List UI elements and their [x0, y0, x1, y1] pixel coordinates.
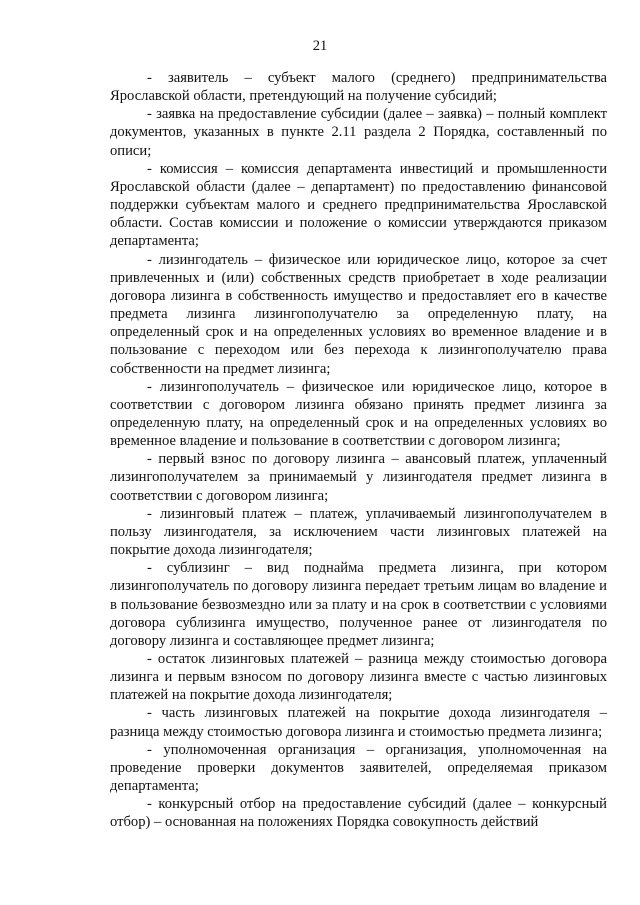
- definition-lessee: - лизингополучатель – физическое или юридическое лицо, которое в соответствии с договором лизинга обязано принять предмет лизинга за определенную плату, на определенный срок и на определенных условиях во временное владение и пользование в соответствии с договором лизинга;: [110, 378, 607, 450]
- definition-remaining-payments: - остаток лизинговых платежей – разница между стоимостью договора лизинга и первым взносом по договору лизинга вместе с частью лизинговых платежей на покрытие дохода лизингодателя;: [110, 651, 607, 704]
- definition-competitive-selection: - конкурсный отбор на предоставление субсидий (далее – конкурсный отбор) – основанная на положениях Порядка совокупность действий: [110, 796, 607, 831]
- definition-applicant: - заявитель – субъект малого (среднего) предпринимательства Ярославской области, претендующий на получение субсидий;: [110, 70, 607, 105]
- definition-commission: - комиссия – комиссия департамента инвестиций и промышленности Ярославской области (далее – департамент) по предоставлению финансовой поддержки субъектам малого и среднего предпринимательства Ярославской области. Состав комиссии и положение о комиссии утверждаются приказом департамента;: [110, 160, 607, 250]
- definition-authorized-organization: - уполномоченная организация – организация, уполномоченная на проведение проверки документов заявителей, определяемая приказом департамента;: [110, 741, 607, 795]
- document-body: [110, 69, 607, 832]
- definition-lease-payment: - лизинговый платеж – платеж, уплачиваемый лизингополучателем в пользу лизингодателя, за исключением части лизинговых платежей на покрытие дохода лизингодателя;: [110, 505, 607, 559]
- definition-first-payment: - первый взнос по договору лизинга – авансовый платеж, уплаченный лизингополучателем за принимаемый у лизингодателя предмет лизинга в соответствии с договором лизинга;: [110, 451, 607, 504]
- definition-application: - заявка на предоставление субсидии (далее – заявка) – полный комплект документов, указанных в пункте 2.11 раздела 2 Порядка, составленный по описи;: [110, 106, 607, 159]
- definition-lessor-income-share: - часть лизинговых платежей на покрытие дохода лизингодателя – разница между стоимостью договора лизинга и стоимостью предмета лизинга;: [110, 705, 607, 740]
- definition-lessor: - лизингодатель – физическое или юридическое лицо, которое за счет привлеченных и (или) собственных средств приобретает в ходе реализации договора лизинга в собственность имущество и предоставляет его в качестве предмета лизинга лизингополучателю за определенную плату, на определенный срок и на определенных условиях во временное владение и в пользование с переходом или без перехода к лизингополучателю права собственности на предмет лизинга;: [110, 251, 607, 377]
- definition-sublease: - сублизинг – вид поднайма предмета лизинга, при котором лизингополучатель по договору лизинга передает третьим лицам во владение и в пользование безвозмездно или за плату и на срок в соответствии с условиями договора сублизинга имущество, полученное ранее от лизингодателя по договору лизинга и составляющее предмет лизинга;: [110, 560, 607, 649]
- page-number: 21: [312, 38, 328, 54]
